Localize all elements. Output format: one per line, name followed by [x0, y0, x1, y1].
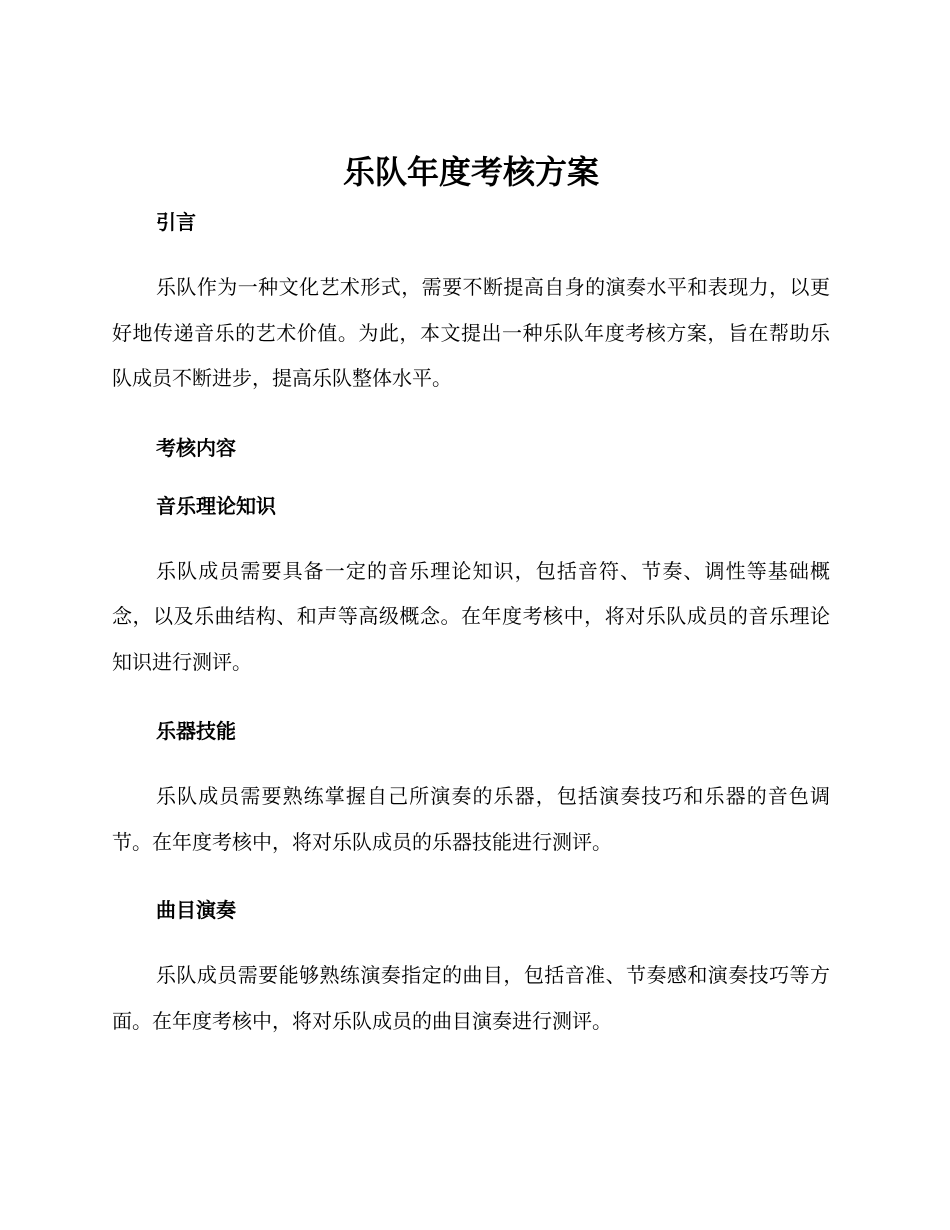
section-heading-assessment-content: 考核内容	[156, 435, 236, 460]
subsection-heading-repertoire: 曲目演奏	[156, 898, 236, 922]
subsection-heading-instrument-skills: 乐器技能	[156, 719, 236, 743]
document-title: 乐队年度考核方案	[342, 153, 599, 191]
paragraph-repertoire: 乐队成员需要能够熟练演奏指定的曲目，包括音准、节奏感和演奏技巧等方面。在年度考核中，将对乐队成员的曲目演奏进行测评。	[112, 963, 830, 1033]
document-page	[112, 150, 830, 1044]
subsection-heading-music-theory: 音乐理论知识	[156, 493, 276, 518]
paragraph-instrument-skills: 乐队成员需要熟练掌握自己所演奏的乐器，包括演奏技巧和乐器的音色调节。在年度考核中，将对乐队成员的乐器技能进行测评。	[112, 784, 830, 854]
section-heading-intro: 引言	[156, 210, 196, 234]
paragraph-intro: 乐队作为一种文化艺术形式，需要不断提高自身的演奏水平和表现力，以更好地传递音乐的艺术价值。为此，本文提出一种乐队年度考核方案，旨在帮助乐队成员不断进步，提高乐队整体水平。	[112, 275, 830, 390]
paragraph-music-theory: 乐队成员需要具备一定的音乐理论知识，包括音符、节奏、调性等基础概念，以及乐曲结构、和声等高级概念。在年度考核中，将对乐队成员的音乐理论知识进行测评。	[112, 558, 830, 674]
